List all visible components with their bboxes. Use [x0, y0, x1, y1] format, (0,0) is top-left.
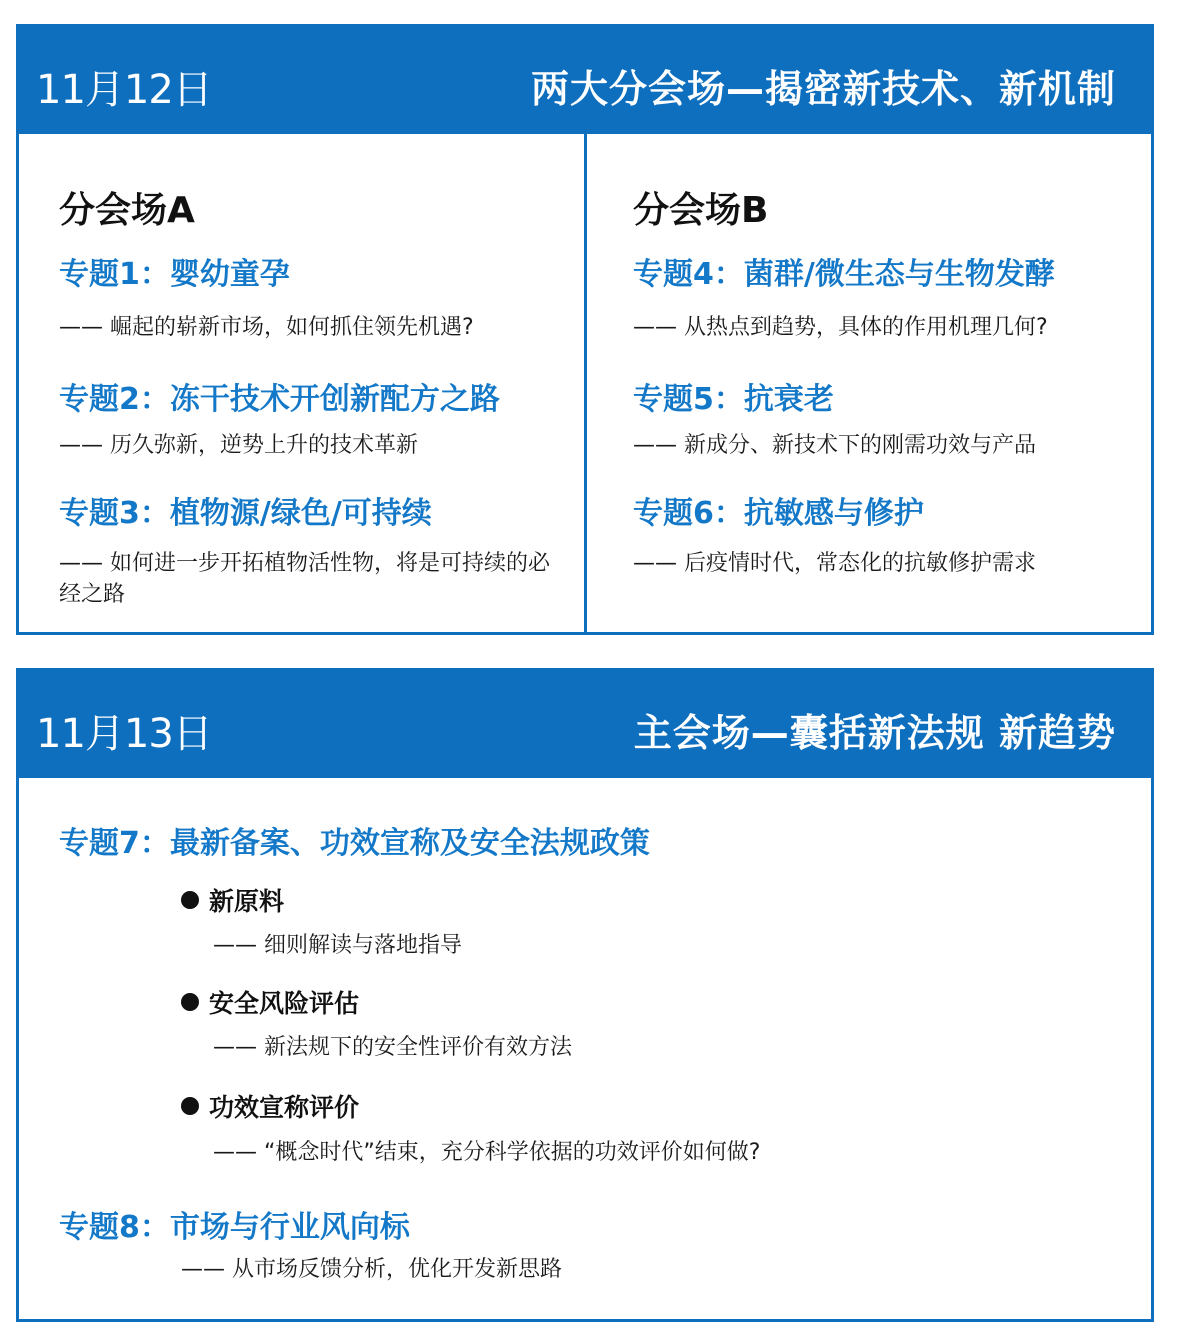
topic-7-title: 专题7：最新备案、功效宣称及安全法规政策 [59, 826, 650, 861]
topic-2-desc: —— 历久弥新，逆势上升的技术革新 [59, 433, 418, 458]
topic-8-title: 专题8：市场与行业风向标 [59, 1210, 410, 1245]
topic-4-title: 专题4：菌群/微生态与生物发酵 [633, 257, 1055, 292]
day2-headline: 主会场—囊括新法规 新趋势 [633, 711, 1116, 755]
bullet-icon [181, 891, 199, 909]
topic-7-item-2 [181, 984, 359, 1020]
topic-4-desc: —— 从热点到趋势，具体的作用机理几何? [633, 315, 1048, 340]
day2-date: 11月13日 [36, 711, 212, 757]
day2-section [16, 668, 1154, 1322]
topic-1-desc: —— 崛起的崭新市场，如何抓住领先机遇? [59, 315, 474, 340]
day2-header-bar [16, 668, 1154, 778]
item-1-title: 新原料 [209, 887, 285, 916]
item-3-title: 功效宣称评价 [209, 1093, 360, 1122]
item-3-desc: —— “概念时代”结束，充分科学依据的功效评价如何做? [213, 1140, 761, 1165]
column-divider [584, 134, 587, 635]
day1-section [16, 24, 1154, 635]
day1-header-bar [16, 24, 1154, 134]
topic-7-item-3 [181, 1088, 359, 1124]
topic-5-title: 专题5：抗衰老 [633, 382, 834, 417]
day1-date: 11月12日 [36, 67, 212, 113]
bullet-icon [181, 1097, 199, 1115]
topic-2-title: 专题2：冻干技术开创新配方之路 [59, 382, 500, 417]
topic-8-desc: —— 从市场反馈分析，优化开发新思路 [181, 1257, 562, 1282]
topic-3-desc: —— 如何进一步开拓植物活性物，将是可持续的必经之路 [59, 551, 550, 607]
item-1-desc: —— 细则解读与落地指导 [213, 933, 462, 958]
topic-5-desc: —— 新成分、新技术下的刚需功效与产品 [633, 433, 1036, 458]
topic-6-title: 专题6：抗敏感与修护 [633, 496, 924, 531]
topic-1-title: 专题1：婴幼童孕 [59, 257, 290, 292]
item-2-title: 安全风险评估 [209, 989, 360, 1018]
venue-a-title: 分会场A [59, 190, 195, 231]
topic-3-title: 专题3：植物源/绿色/可持续 [59, 496, 432, 531]
day1-headline: 两大分会场—揭密新技术、新机制 [530, 67, 1116, 111]
topic-6-desc: —— 后疫情时代，常态化的抗敏修护需求 [633, 551, 1036, 576]
topic-7-item-1 [181, 882, 284, 918]
venue-b-title: 分会场B [633, 190, 769, 231]
item-2-desc: —— 新法规下的安全性评价有效方法 [213, 1035, 572, 1060]
bullet-icon [181, 993, 199, 1011]
